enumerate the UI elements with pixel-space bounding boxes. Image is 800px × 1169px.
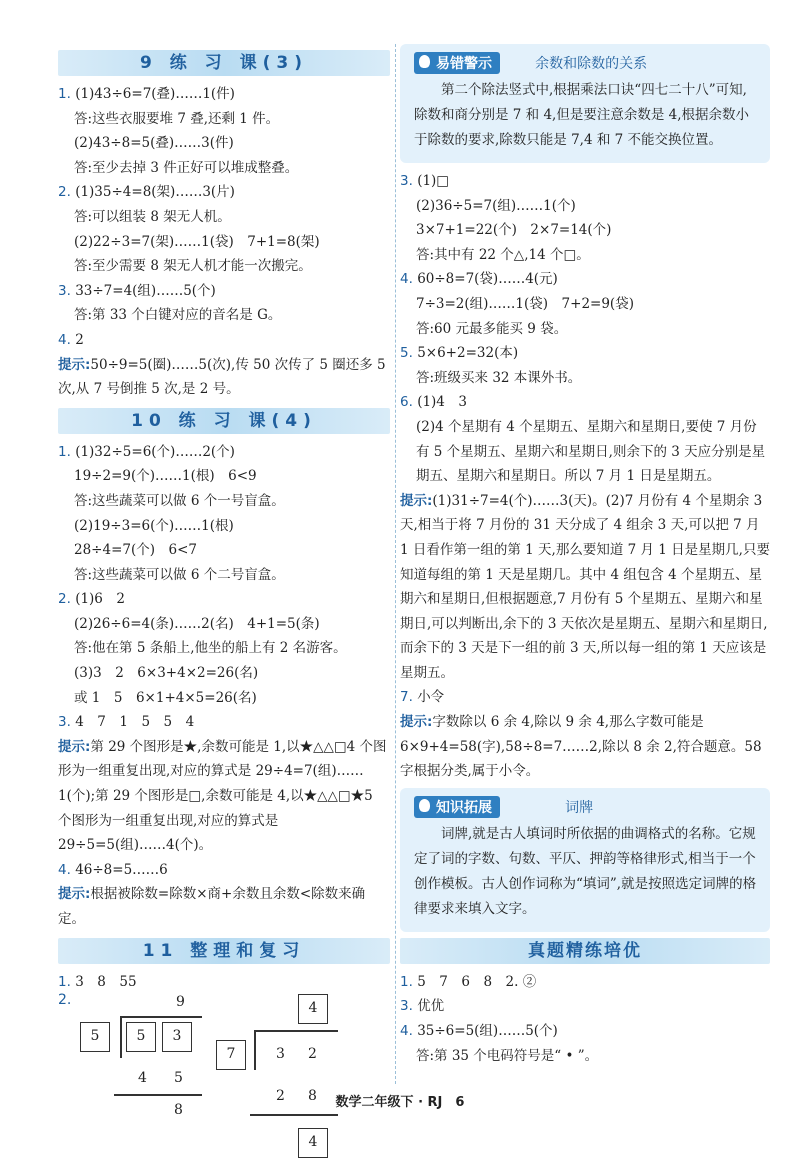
answer-text: 答:第 35 个电码符号是“ • ”。 [416,1047,599,1064]
answer-line [58,156,390,181]
mistake-warning-tag: 易错警示 [414,52,500,74]
answer-box: 5 [80,1022,110,1052]
answer-text: 2 [75,331,84,348]
question-number: 4. [400,271,413,288]
answer-text: 答:至少去掉 3 件正好可以堆成整叠。 [74,159,299,176]
answer-line [58,587,390,612]
question-number: 1. [58,86,71,102]
answer-text: (1)35÷4=8(架)……3(片) [75,184,235,201]
answer-text: 答:60 元最多能买 9 袋。 [416,320,568,337]
answer-text: 答:至少需要 8 架无人机才能一次搬完。 [74,258,312,275]
answer-line [58,328,390,353]
hint-label: 提示: [58,356,91,373]
hint-label: 提示: [58,738,91,755]
right-column [400,44,770,1068]
answer-text: 4 7 1 5 5 4 [75,714,195,731]
answer-text: 7÷3=2(组)……1(袋) 7+2=9(袋) [416,295,634,312]
answer-line [400,194,770,219]
answer-text: 答:第 33 个白键对应的音名是 G。 [74,307,282,324]
question-number: 3. [400,998,413,1015]
answer-text: 优优 [417,998,445,1015]
answer-text: 答:他在第 5 条船上,他坐的船上有 2 名游客。 [74,640,347,657]
real-exam-answers [400,970,770,1068]
section-title-lesson-9: 9 练 习 课(3) [58,50,390,76]
answer-text: 33÷7=4(组)……5(个) [75,282,216,299]
answer-line [400,970,770,995]
answer-line [58,205,390,230]
hint-label: 提示: [58,886,91,903]
question-number: 6. [400,394,413,411]
answer-text: 5 7 6 8 2. ② [417,973,537,990]
question-number: 3. [400,173,413,189]
answer-line [58,82,390,107]
hint-text: 50÷9=5(圈)……5(次),传 50 次传了 5 圈还多 5 次,从 7 号倒推 5 次,是 2 号。 [58,356,386,398]
answer-line [58,303,390,328]
section-title-review-11: 11 整理和复习 [58,938,390,964]
answer-line [58,254,390,279]
answer-line [400,390,770,415]
mistake-warning-box [400,44,770,163]
answer-text: 5×6+2=32(本) [417,345,519,362]
answer-line [400,1044,770,1069]
page-footer: 数学二年级下 · RJ 6 [335,1095,465,1110]
answer-line [58,710,390,735]
left-column [58,44,390,1169]
answer-text: (2)36÷5=7(组)……1(个) [416,197,576,214]
answer-line [58,279,390,304]
answer-text: 3×7+1=22(个) 2×7=14(个) [416,222,612,239]
hint-label: 提示: [400,492,433,509]
question-number: 2. [58,591,71,608]
answer-line [58,514,390,539]
box-text: 第二个除法竖式中,根据乘法口诀“四七二十八”可知,除数和商分别是 7 和 4,但是要注意余数是 4,根据余数小于除数的要求,除数只能是 7,4 和 7 不能交换位置。 [414,82,750,148]
box-title: 词牌 [565,799,594,816]
answer-line [58,230,390,255]
question-number: 2. [58,184,71,201]
answer-text: 19÷2=9(个)……1(根) 6<9 [74,468,257,485]
answer-text: (2)22÷3=7(架)……1(袋) 7+1=8(架) [74,233,320,250]
answer-line [400,292,770,317]
lesson-9-hint [58,353,390,402]
answer-text: (2)26÷6=4(条)……2(名) 4+1=5(条) [74,615,320,632]
answer-text: 答:班级买来 32 本课外书。 [416,369,582,386]
hint-text: 字数除以 6 余 4,除以 9 余 4,那么字数可能是 6×9+4=58(字),58÷8=7……2,除以 8 余 2,符合题意。58 字根据分类,属于小令。 [400,714,762,780]
lightbulb-icon [419,55,430,68]
answer-text: 60÷8=7(袋)……4(元) [417,271,558,288]
answer-line [58,563,390,588]
answer-line [58,107,390,132]
answer-text: 答:这些衣服要堆 7 叠,还剩 1 件。 [74,110,280,127]
lesson-10-hint-1 [58,735,390,858]
answer-line [58,538,390,563]
answer-text: (1)6 2 [75,591,125,608]
answer-line [58,661,390,686]
q7-hint [400,710,770,784]
hint-label: 提示: [400,714,433,731]
lightbulb-icon [419,799,430,812]
box-text: 词牌,就是古人填词时所依据的曲调格式的名称。它规定了词的字数、句数、平仄、押韵等格律形式,相当于一个创作模板。古人创作词称为“填词”,就是按照选定词牌的格律要求来填入文字。 [414,825,757,917]
knowledge-extension-tag: 知识拓展 [414,796,500,818]
hint-text: (1)31÷7=4(个)……3(天)。(2)7 月份有 4 个星期余 3 天,相当于将 7 月份的 31 天分成了 4 组余 3 天,可以把 7 月 1 日看作第一组的第 1 天,那么要知道 7 月 1 日是星期几,只要知道每组的第 1 天是星期几。其中 4 组包含 4 个星期五、星期六和星期日,但根据题意,7 月份有 5 个星期五、星期六和星期日,可以判断出,余下的 3 天依次是星期五、星期六和星期日,而余下的 3 天是下一组的前 3 天,所以每一组的第 1 天应该是星期五。 [400,492,770,681]
answer-text: 35÷6=5(组)……5(个) [417,1023,558,1040]
answer-text: 答:可以组装 8 架无人机。 [74,208,231,225]
right-answers [400,169,770,415]
answer-text: 28÷4=7(个) 6<7 [74,542,198,559]
answer-line [400,366,770,391]
answer-text: (1)43÷6=7(叠)……1(件) [75,86,235,102]
answer-box: 4 [298,994,328,1024]
answer-line [400,169,770,194]
question-number: 1. [58,443,71,460]
question-number: 5. [400,345,413,362]
answer-text: 或 1 5 6×1+4×5=26(名) [74,689,257,706]
answer-text: (2)19÷3=6(个)……1(根) [74,517,234,534]
answer-line: 4. 46÷8=5……6 [58,861,168,878]
answer-text: (2)43÷8=5(叠)……3(件) [74,135,234,152]
answer-text: 答:其中有 22 个△,14 个□。 [416,246,590,263]
lesson-10-hint-2 [58,882,390,931]
answer-text: 答:这些蔬菜可以做 6 个二号盲盒。 [74,566,285,583]
answer-line [400,994,770,1019]
answer-line [58,180,390,205]
hint-text: 根据被除数=除数×商+余数且余数<除数来确定。 [58,886,366,927]
answer-line: 7. 小令 [400,689,445,706]
answer-line [58,636,390,661]
answer-text: (1)4 3 [417,394,467,411]
answer-line [58,686,390,711]
answer-box: 3 [162,1022,192,1052]
q6-hint [400,489,770,686]
answer-line [400,267,770,292]
answer-paragraph: (2)4 个星期有 4 个星期五、星期六和星期日,要使 7 月份有 5 个星期五、星期六和星期日,则余下的 3 天应分别是星期五、星期六和星期日。所以 7 月 1 日是星期五。 [416,418,766,485]
answer-line [400,317,770,342]
question-number: 3. [58,714,71,731]
question-number: 4. [58,331,71,348]
section-title-lesson-10: 10 练 习 课(4) [58,408,390,434]
answer-line [400,218,770,243]
section-title-real-exam: 真题精练培优 [400,938,770,964]
column-divider [395,44,397,1084]
answer-text: (1)□ [417,173,450,189]
box-title: 余数和除数的关系 [535,56,648,72]
knowledge-extension-box [400,788,770,932]
answer-line [58,440,390,465]
answer-text: (3)3 2 6×3+4×2=26(名) [74,665,259,682]
answer-line [58,612,390,637]
question-number: 3. [58,282,71,299]
answer-line [58,489,390,514]
hint-text: 第 29 个图形是★,余数可能是 1,以★△△□4 个图形为一组重复出现,对应的算式是 29÷4=7(组)……1(个);第 29 个图形是□,余数可能是 4,以★△△□★5 个图形为一组重复出现,对应的算式是 29÷5=5(组)……4(个)。 [58,738,387,854]
answer-line [400,243,770,268]
answer-box: 7 [216,1040,246,1070]
answer-box: 4 [298,1128,328,1158]
answer-line [400,341,770,366]
answer-line [58,131,390,156]
answer-text: (1)32÷5=6(个)……2(个) [75,443,235,460]
lesson-10-answers [58,440,390,735]
answer-box: 5 [126,1022,156,1052]
long-division-figures: 2. 9 5 5 3 4 5 8 4 7 3 2 2 8 4 [58,994,390,1169]
answer-line [58,464,390,489]
lesson-9-answers [58,82,390,353]
question-number: 1. [400,973,413,990]
question-number: 4. [400,1023,413,1040]
answer-line: 1. 3 8 55 [58,973,137,990]
answer-line [400,1019,770,1044]
answer-text: 答:这些蔬菜可以做 6 个一号盲盒。 [74,492,285,509]
